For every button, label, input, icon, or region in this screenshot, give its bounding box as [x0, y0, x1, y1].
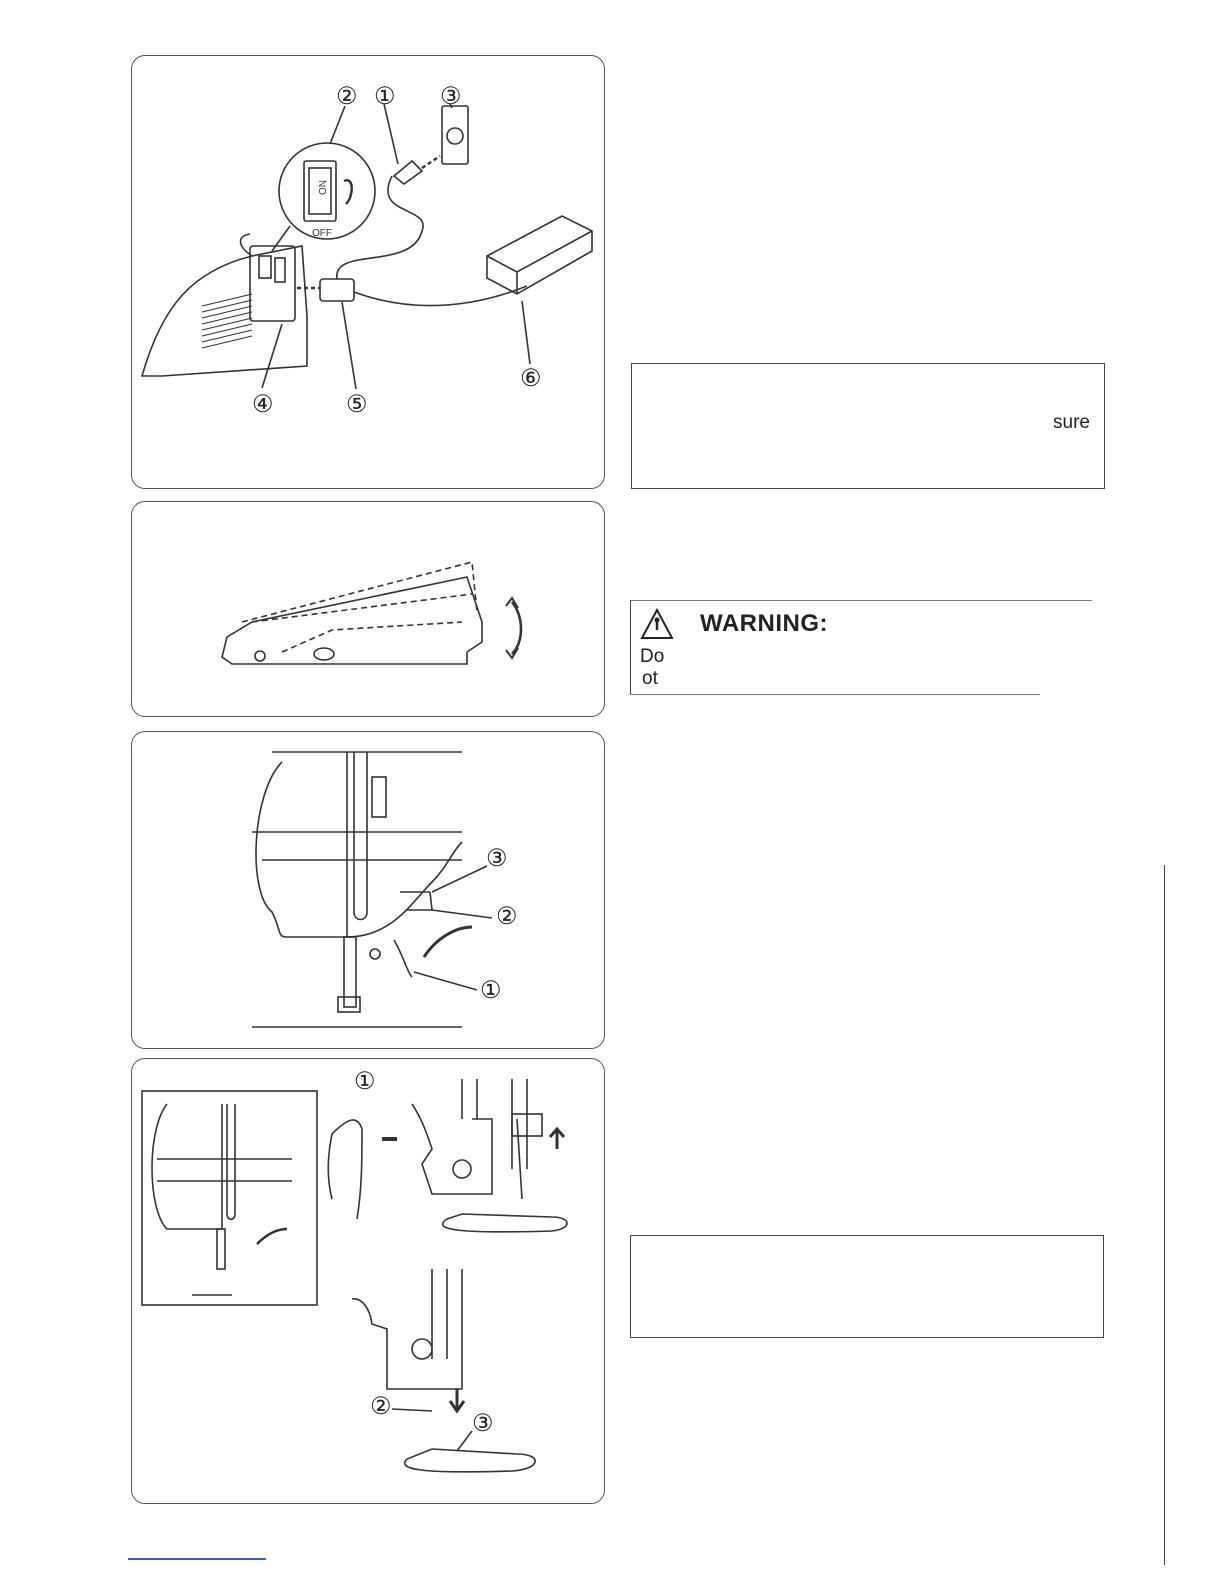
- foot-control-illustration: [132, 502, 604, 716]
- callout-4: ④: [252, 391, 274, 418]
- figure-panel-presser-foot-lifter: [131, 731, 605, 1049]
- switch-off-label: OFF: [312, 228, 332, 239]
- lifter-callout-1: ①: [480, 977, 502, 1004]
- note-box-text-fragment: sure: [1053, 412, 1090, 433]
- figure-panel-change-presser-foot: [131, 1058, 605, 1504]
- switch-on-label: ON: [318, 180, 329, 195]
- warning-box: [630, 600, 1092, 695]
- callout-5: ⑤: [346, 391, 368, 418]
- right-margin-rule: [1164, 865, 1165, 1565]
- figure-panel-power-connection: [131, 55, 605, 489]
- warning-text-line-1: Do: [640, 646, 665, 667]
- lifter-callout-3: ③: [486, 845, 508, 872]
- callout-3: ③: [440, 83, 462, 110]
- foot-callout-2: ②: [370, 1393, 392, 1420]
- warning-text-line-2: ot: [642, 668, 658, 689]
- lifter-callout-2: ②: [496, 903, 518, 930]
- figure-panel-foot-control: [131, 501, 605, 717]
- foot-callout-3: ③: [472, 1410, 494, 1437]
- note-box-power: [631, 363, 1105, 489]
- callout-1: ①: [374, 83, 396, 110]
- note-box-presser-foot: [630, 1235, 1104, 1338]
- presser-foot-lifter-illustration: [132, 732, 604, 1048]
- callout-6: ⑥: [520, 365, 542, 392]
- warning-triangle-icon: [640, 608, 674, 640]
- change-presser-foot-illustration: [132, 1059, 604, 1503]
- power-connection-illustration: [132, 56, 604, 488]
- foot-callout-1: ①: [354, 1068, 376, 1095]
- callout-2: ②: [336, 83, 358, 110]
- footer-link-underline: [128, 1558, 266, 1560]
- warning-title: WARNING:: [700, 610, 828, 637]
